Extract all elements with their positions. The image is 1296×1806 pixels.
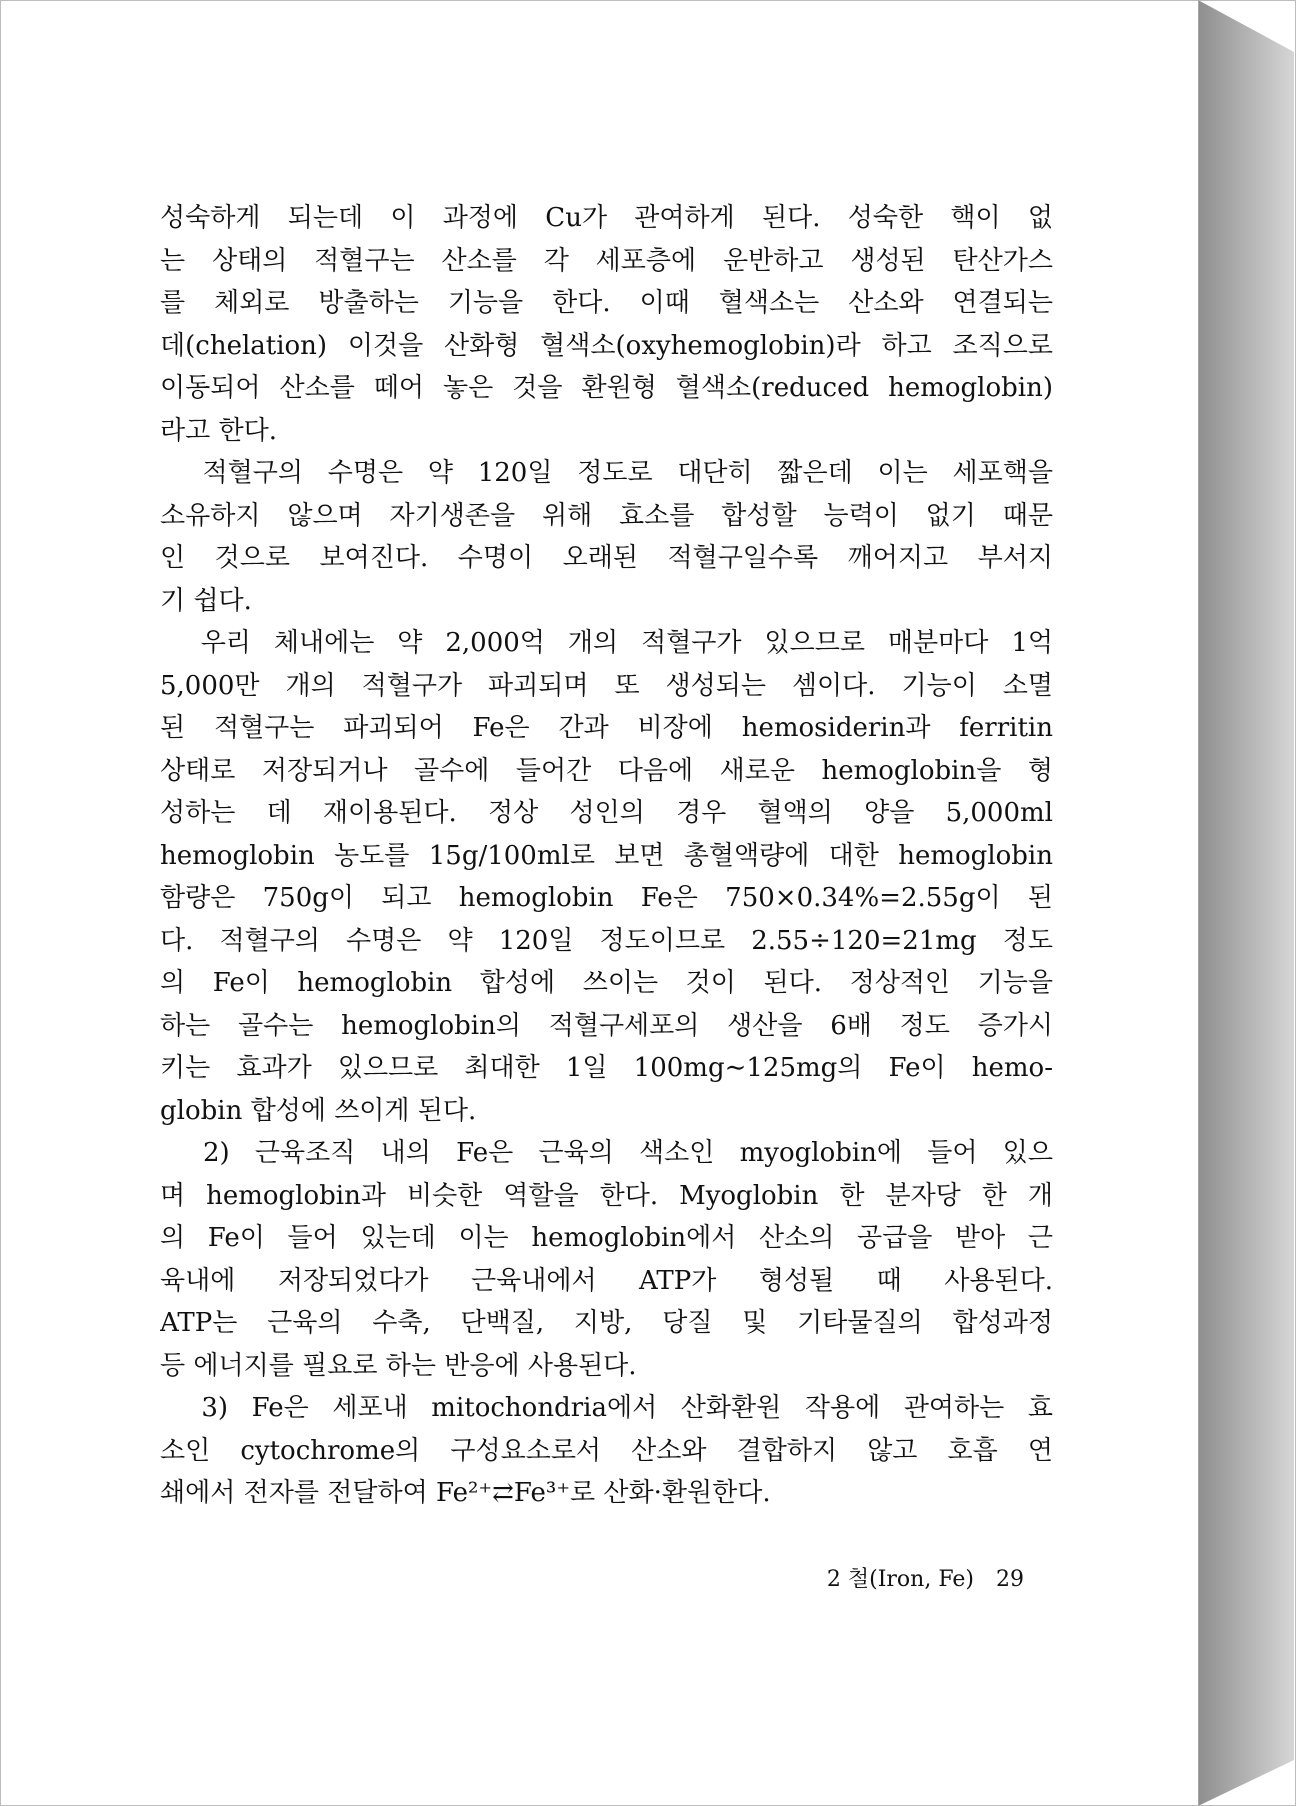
text-line-12: 5,000만 개의 적혈구가 파괴되며 또 생성되는 셈이다. 기능이 소멸 xyxy=(160,670,1053,701)
text-line-20: 하는 골수는 hemoglobin의 적혈구세포의 생산을 6배 정도 증가시 xyxy=(160,1010,1053,1041)
text-line-8: 소유하지 않으며 자기생존을 위해 효소를 합성할 능력이 없기 때문 xyxy=(160,500,1053,531)
text-line-27: ATP는 근육의 수축, 단백질, 지방, 당질 및 기타물질의 합성과정 xyxy=(160,1308,1053,1338)
text-line-23: 2) 근육조직 내의 Fe은 근육의 색소인 myoglobin에 들어 있으 xyxy=(160,1138,1053,1168)
book-edge-face xyxy=(1198,0,1294,1806)
text-line-10: 기 쉽다. xyxy=(160,585,252,616)
body-text xyxy=(160,197,1053,1515)
text-line-22: globin 합성에 쓰이게 된다. xyxy=(160,1095,477,1126)
text-line-5: 이동되어 산소를 떼어 놓은 것을 환원형 혈색소(reduced hemoglobin) xyxy=(160,373,1053,403)
page-number: 29 xyxy=(996,1567,1024,1592)
book-page xyxy=(4,4,1200,1800)
text-line-16: hemoglobin 농도를 15g/100ml로 보면 총혈액량에 대한 hemoglobin xyxy=(160,840,1053,871)
text-line-26: 육내에 저장되었다가 근육내에서 ATP가 형성될 때 사용된다. xyxy=(160,1265,1053,1296)
text-line-31: 쇄에서 전자를 전달하여 Fe²⁺⇄Fe³⁺로 산화·환원한다. xyxy=(160,1478,771,1508)
text-line-24: 며 hemoglobin과 비슷한 역할을 한다. Myoglobin 한 분자당 한 개 xyxy=(160,1180,1053,1211)
text-line-14: 상태로 저장되거나 골수에 들어간 다음에 새로운 hemoglobin을 형 xyxy=(160,755,1053,786)
text-line-6: 라고 한다. xyxy=(160,415,277,446)
text-line-28: 등 에너지를 필요로 하는 반응에 사용된다. xyxy=(160,1350,637,1381)
text-line-18: 다. 적혈구의 수명은 약 120일 정도이므로 2.55÷120=21mg 정도 xyxy=(160,925,1053,956)
text-line-3: 를 체외로 방출하는 기능을 한다. 이때 혈색소는 산소와 연결되는 xyxy=(160,288,1053,318)
text-line-2: 는 상태의 적혈구는 산소를 각 세포층에 운반하고 생성된 탄산가스 xyxy=(160,245,1053,276)
book-edge xyxy=(1198,0,1296,1806)
page-footer xyxy=(784,1562,1024,1593)
text-line-9: 인 것으로 보여진다. 수명이 오래된 적혈구일수록 깨어지고 부서지 xyxy=(160,543,1053,573)
text-line-7: 적혈구의 수명은 약 120일 정도로 대단히 짧은데 이는 세포핵을 xyxy=(160,458,1053,488)
text-line-4: 데(chelation) 이것을 산화형 혈색소(oxyhemoglobin)라 하고 조직으로 xyxy=(160,330,1053,361)
text-line-30: 소인 cytochrome의 구성요소로서 산소와 결합하지 않고 호흡 연 xyxy=(160,1435,1053,1466)
text-line-21: 키는 효과가 있으므로 최대한 1일 100mg∼125mg의 Fe이 hemo- xyxy=(160,1053,1053,1083)
text-line-11: 우리 체내에는 약 2,000억 개의 적혈구가 있으므로 매분마다 1억 xyxy=(160,628,1053,658)
text-line-19: 의 Fe이 hemoglobin 합성에 쓰이는 것이 된다. 정상적인 기능을 xyxy=(160,968,1053,998)
text-line-13: 된 적혈구는 파괴되어 Fe은 간과 비장에 hemosiderin과 ferritin xyxy=(160,713,1053,743)
text-line-29: 3) Fe은 세포내 mitochondria에서 산화환원 작용에 관여하는 효 xyxy=(160,1393,1053,1423)
text-line-17: 함량은 750g이 되고 hemoglobin Fe은 750×0.34%=2.55g이 된 xyxy=(160,883,1053,913)
text-line-1: 성숙하게 되는데 이 과정에 Cu가 관여하게 된다. 성숙한 핵이 없 xyxy=(160,203,1053,233)
running-head: 2 철(Iron, Fe) xyxy=(826,1567,974,1592)
text-line-15: 성하는 데 재이용된다. 정상 성인의 경우 혈액의 양을 5,000ml xyxy=(160,798,1053,828)
text-line-25: 의 Fe이 들어 있는데 이는 hemoglobin에서 산소의 공급을 받아 근 xyxy=(160,1223,1053,1253)
